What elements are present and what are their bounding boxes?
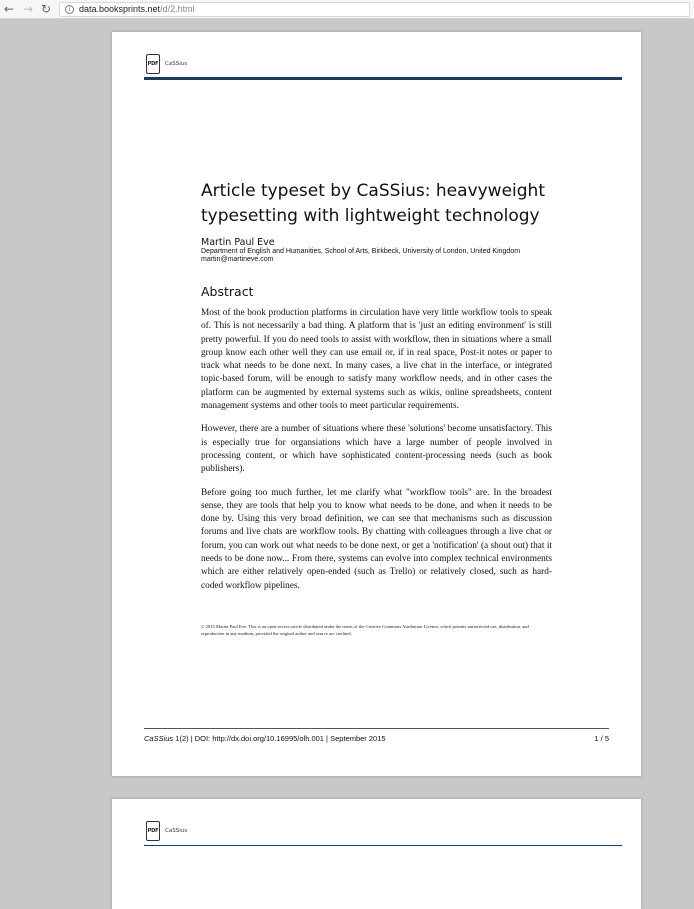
browser-toolbar	[0, 0, 694, 19]
address-bar[interactable]	[59, 2, 690, 17]
pdf-document-icon	[146, 821, 160, 841]
url-path: /d/2.html	[160, 4, 195, 14]
abstract-paragraph: However, there are a number of situations where these 'solutions' become unsatisfactory. This is especially true for organsiations which have a large number of people involved in processing content, or which have sophisticated content-processing needs (such as book publishers).	[201, 424, 552, 475]
footer-citation	[144, 734, 386, 743]
footer-rule	[144, 728, 609, 729]
article-title: Article typeset by CaSSius: heavyweight typesetting with lightweight technology	[201, 181, 546, 226]
pdf-icon-label: PDF	[147, 828, 159, 834]
license-notice: © 2015 Martin Paul Eve. This is an open-access article distributed under the terms of the Creative Commons Attribution License, which permits unrestricted use, distribution, and reproduction in any medium, provided the original author and source are credited.	[201, 624, 529, 636]
url-host: data.booksprints.net	[79, 4, 161, 14]
header-rule	[144, 845, 622, 846]
abstract-paragraph: Most of the book production platforms in circulation have very little workflow tools to speak of. This is not necessarily a bad thing. A platform that is 'just an editing environment' is still pretty powerful. If you do need tools to assist with workflow, then in situations where a small group know each other well they can use email or, if in real space, Post-it notes or paper to track what needs to be done next. In many cases, a live chat in the interface, or integrated topic-based forum, will be enough to satisfy many workflow needs, and in other cases the platform can be augmented by external systems such as wikis, online spreadsheets, content management systems and other tools to meet particular requirements.	[201, 308, 552, 412]
forward-arrow-icon[interactable]: →	[23, 2, 34, 16]
journal-name: CaSSius	[165, 61, 188, 67]
document-page-2	[112, 799, 641, 909]
author-name: Martin Paul Eve	[201, 237, 275, 248]
footer-journal-name: CaSSius	[144, 734, 174, 743]
back-arrow-icon[interactable]: ←	[4, 2, 15, 16]
pdf-icon-label: PDF	[147, 61, 159, 67]
abstract-body	[201, 307, 552, 603]
info-icon[interactable]: i	[65, 5, 74, 14]
pdf-document-icon	[146, 54, 160, 74]
author-email: martin@martineve.com	[201, 256, 274, 263]
abstract-heading: Abstract	[201, 284, 254, 299]
journal-name: CaSSius	[165, 828, 188, 834]
document-page-1	[112, 32, 641, 776]
author-affiliation	[201, 248, 601, 264]
footer-citation-text: 1(2) | DOI: http://dx.doi.org/10.16995/olh.001 | September 2015	[173, 734, 386, 743]
header-rule	[144, 77, 622, 80]
affiliation-line: Department of English and Humanities, School of Arts, Birkbeck, University of London, United Kingdom	[201, 248, 521, 255]
reload-icon[interactable]: ↻	[41, 2, 52, 16]
page-number: 1 / 5	[594, 734, 609, 743]
url-text[interactable]	[79, 3, 195, 16]
abstract-paragraph: Before going too much further, let me clarify what "workflow tools" are. In the broadest sense, they are tools that help you to know what needs to be done, and when it needs to be done by. Using this very broad definition, we can see that mechanisms such as discussion forums and live chats are workflow tools. By chatting with colleagues through a live chat or forum, you can work out what needs to be done next, or get a 'notification' (a shout out) that it needs to be done now... From there, systems can evolve into complex technical environments which are either relatively open-ended (such as Trello) or relatively closed, such as hard-coded workflow pipelines.	[201, 487, 552, 591]
